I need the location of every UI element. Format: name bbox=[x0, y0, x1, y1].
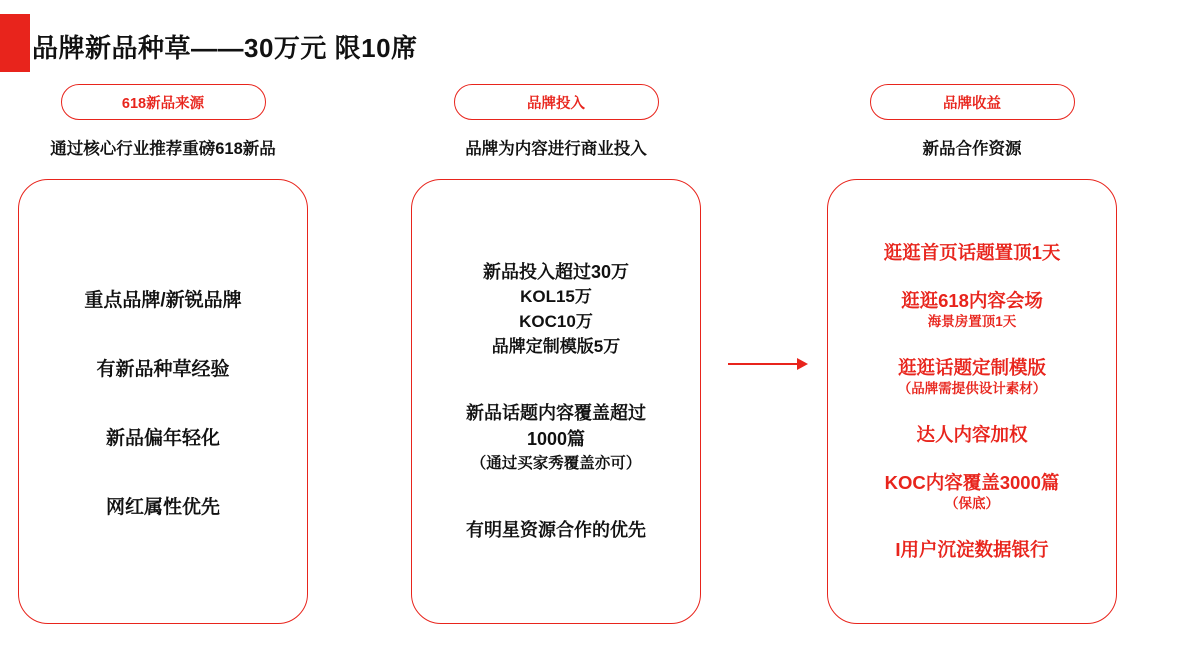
list-item-note: 海景房置顶1天 bbox=[927, 314, 1017, 330]
list-item-note: （通过买家秀覆盖亦可） bbox=[470, 455, 642, 473]
list-item-main: 逛逛话题定制模版 bbox=[897, 357, 1046, 378]
column-investment-pill bbox=[454, 84, 659, 120]
list-item-main: 新品投入超过30万 bbox=[482, 261, 630, 282]
list-item bbox=[840, 471, 1104, 514]
column-benefits-card bbox=[827, 179, 1117, 624]
column-investment-pill-label: 品牌投入 bbox=[527, 95, 585, 112]
column-benefits-pill bbox=[870, 84, 1075, 120]
list-item bbox=[424, 401, 688, 475]
list-item-main: 新品话题内容覆盖超过 bbox=[466, 403, 646, 424]
column-benefits-subtitle: 新品合作资源 bbox=[922, 140, 1022, 158]
list-item: 新品偏年轻化 bbox=[105, 427, 220, 449]
column-benefits bbox=[827, 84, 1117, 624]
list-item bbox=[424, 260, 688, 359]
column-benefits-pill-label: 品牌收益 bbox=[943, 95, 1001, 112]
list-item-sub: KOL15万 bbox=[520, 287, 592, 307]
list-item-sub: 品牌定制模版5万 bbox=[491, 336, 621, 356]
arrow-right-icon bbox=[728, 358, 808, 370]
list-item bbox=[840, 356, 1104, 399]
list-item-main: 达人内容加权 bbox=[916, 423, 1028, 445]
list-item: 网红属性优先 bbox=[105, 496, 220, 518]
column-investment-subtitle: 品牌为内容进行商业投入 bbox=[465, 140, 647, 158]
list-item-note: （保底） bbox=[945, 496, 999, 512]
list-item bbox=[840, 241, 1104, 265]
list-item-main: KOC内容覆盖3000篇 bbox=[884, 471, 1060, 493]
list-item-note: （品牌需提供设计素材） bbox=[897, 381, 1047, 397]
list-item bbox=[840, 423, 1104, 447]
list-item-sub: KOC10万 bbox=[519, 312, 593, 331]
column-investment bbox=[411, 84, 701, 624]
list-item bbox=[424, 518, 688, 544]
list-item: 重点品牌/新锐品牌 bbox=[84, 289, 242, 311]
column-source-pill-label: 618新品来源 bbox=[121, 95, 205, 112]
list-item-main: 有明星资源合作的优先 bbox=[466, 519, 646, 540]
list-item bbox=[840, 289, 1104, 332]
title-accent-bar bbox=[0, 14, 30, 72]
list-item-main: 逛逛首页话题置顶1天 bbox=[883, 242, 1061, 264]
list-item: 有新品种草经验 bbox=[96, 358, 230, 380]
column-source-subtitle: 通过核心行业推荐重磅618新品 bbox=[50, 140, 276, 158]
column-source-pill bbox=[61, 84, 266, 120]
list-item-main: I用户沉淀数据银行 bbox=[895, 538, 1049, 560]
list-item-main: 逛逛618内容会场 bbox=[901, 290, 1043, 312]
list-item bbox=[840, 538, 1104, 562]
column-source bbox=[18, 84, 308, 624]
list-item-sub: 1000篇 bbox=[526, 428, 586, 449]
column-investment-card bbox=[411, 179, 701, 624]
page-title: 品牌新品种草——30万元 限10席 bbox=[32, 33, 418, 63]
column-source-card bbox=[18, 179, 308, 624]
